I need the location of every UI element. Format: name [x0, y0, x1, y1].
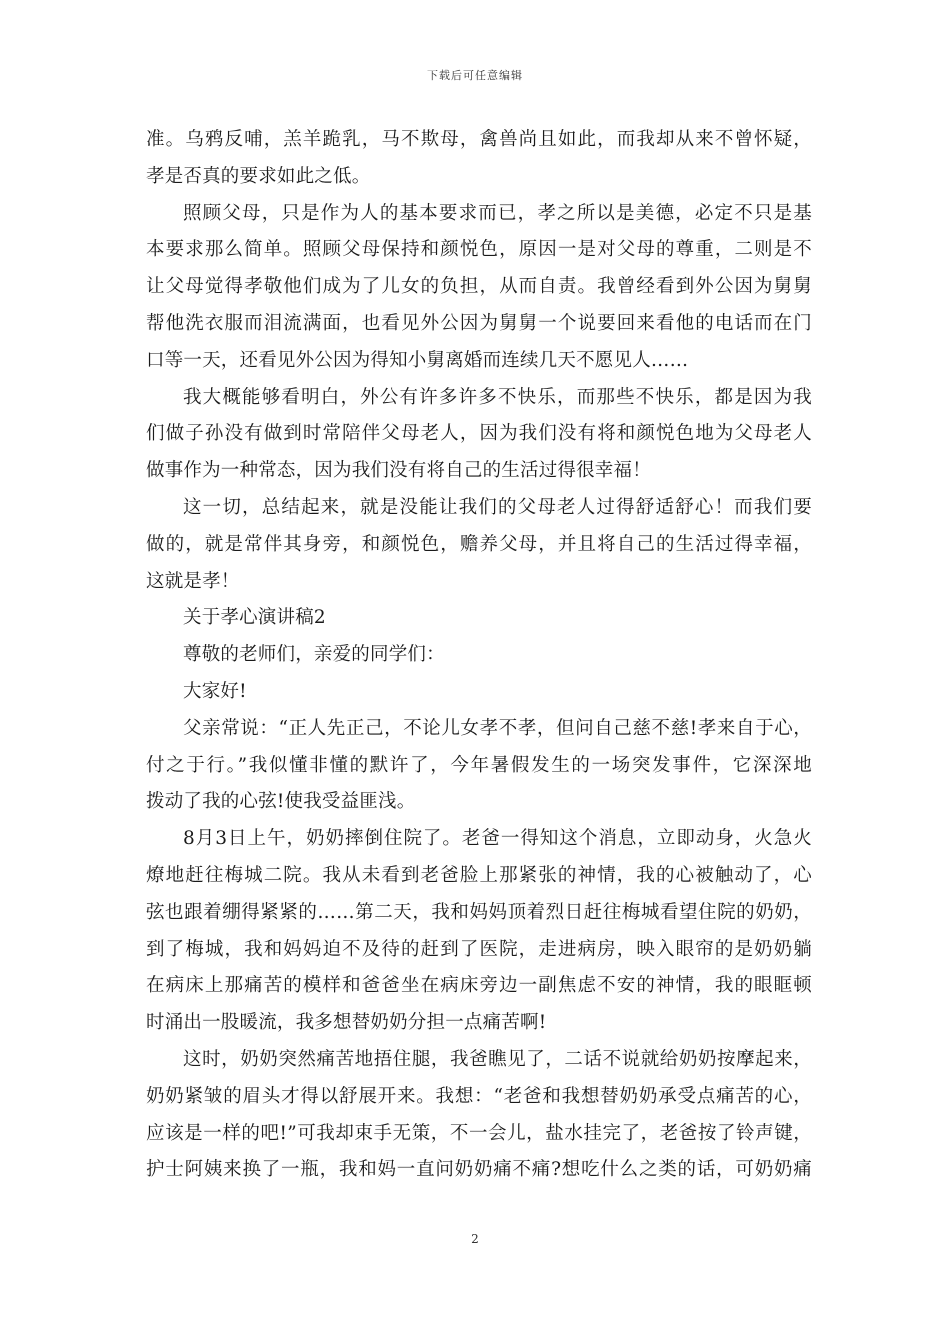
- text-line: 应该是一样的吧!”可我却束手无策，不一会儿，盐水挂完了，老爸按了铃声键，: [146, 1122, 812, 1144]
- text-line: 关于孝心演讲稿2: [183, 607, 326, 629]
- page-header-note: 下载后可任意编辑: [427, 69, 523, 82]
- document-body: [146, 122, 812, 1189]
- text-line: 到了梅城，我和妈妈迫不及待的赶到了医院，走进病房，映入眼帘的是奶奶躺: [146, 938, 812, 960]
- text-line: 做事作为一种常态，因为我们没有将自己的生活过得很幸福！: [146, 460, 651, 482]
- text-line: 照顾父母，只是作为人的基本要求而已，孝之所以是美德，必定不只是基: [183, 202, 812, 224]
- paragraph: [146, 711, 812, 821]
- paragraph: [146, 821, 812, 1042]
- text-line: 准。乌鸦反哺，羔羊跪乳，马不欺母，禽兽尚且如此，而我却从来不曾怀疑，: [146, 129, 812, 150]
- page-number: 2: [471, 1232, 479, 1246]
- text-line: 口等一天，还看见外公因为得知小舅离婚而连续几天不愿见人……: [146, 349, 689, 371]
- text-line: 燎地赶往梅城二院。我从未看到老爸脸上那紧张的神情，我的心被触动了，心: [146, 864, 812, 886]
- text-line: 父亲常说：“正人先正己，不论儿女孝不孝，但问自己慈不慈!孝来自于心，: [183, 717, 812, 739]
- text-line: 这就是孝！: [146, 570, 240, 592]
- paragraph: [146, 122, 812, 196]
- text-line: 帮他洗衣服而泪流满面，也看见外公因为舅舅一个说要回来看他的电话而在门: [146, 312, 812, 334]
- paragraph: [146, 196, 812, 380]
- text-line: 护士阿姨来换了一瓶，我和妈一直问奶奶痛不痛?想吃什么之类的话，可奶奶痛: [146, 1159, 812, 1181]
- paragraph: [146, 600, 812, 637]
- paragraph: [146, 490, 812, 600]
- paragraph: [146, 674, 812, 711]
- text-line: 这一切，总结起来，就是没能让我们的父母老人过得舒适舒心！而我们要: [183, 496, 812, 518]
- text-line: 奶奶紧皱的眉头才得以舒展开来。我想：“老爸和我想替奶奶承受点痛苦的心，: [146, 1085, 812, 1107]
- text-line: 弦也跟着绷得紧紧的……第二天，我和妈妈顶着烈日赶往梅城看望住院的奶奶，: [146, 901, 812, 923]
- text-line: 本要求那么简单。照顾父母保持和颜悦色，原因一是对父母的尊重，二则是不: [146, 239, 812, 261]
- text-line: 时涌出一股暖流，我多想替奶奶分担一点痛苦啊!: [146, 1012, 547, 1034]
- paragraph: [146, 637, 812, 674]
- text-line: 让父母觉得孝敬他们成为了儿女的负担，从而自责。我曾经看到外公因为舅舅: [146, 276, 812, 298]
- text-line: 我大概能够看明白，外公有许多许多不快乐，而那些不快乐，都是因为我: [183, 386, 812, 408]
- text-line: 这时，奶奶突然痛苦地捂住腿，我爸瞧见了，二话不说就给奶奶按摩起来，: [183, 1048, 812, 1070]
- paragraph: [146, 1042, 812, 1189]
- paragraph: [146, 380, 812, 490]
- text-line: 拨动了我的心弦!使我受益匪浅。: [146, 791, 416, 813]
- text-line: 尊敬的老师们，亲爱的同学们：: [183, 644, 445, 666]
- text-line: 孝是否真的要求如此之低。: [146, 165, 371, 187]
- text-line: 8月3日上午，奶奶摔倒住院了。老爸一得知这个消息，立即动身，火急火: [183, 828, 812, 850]
- text-line: 们做子孙没有做到时常陪伴父母老人，因为我们没有将和颜悦色地为父母老人: [146, 423, 812, 445]
- text-line: 在病床上那痛苦的模样和爸爸坐在病床旁边一副焦虑不安的神情，我的眼眶顿: [146, 975, 812, 997]
- text-line: 大家好!: [183, 680, 247, 702]
- text-line: 付之于行。”我似懂非懂的默许了，今年暑假发生的一场突发事件，它深深地: [146, 754, 812, 776]
- text-line: 做的，就是常伴其身旁，和颜悦色，赡养父母，并且将自己的生活过得幸福，: [146, 533, 812, 555]
